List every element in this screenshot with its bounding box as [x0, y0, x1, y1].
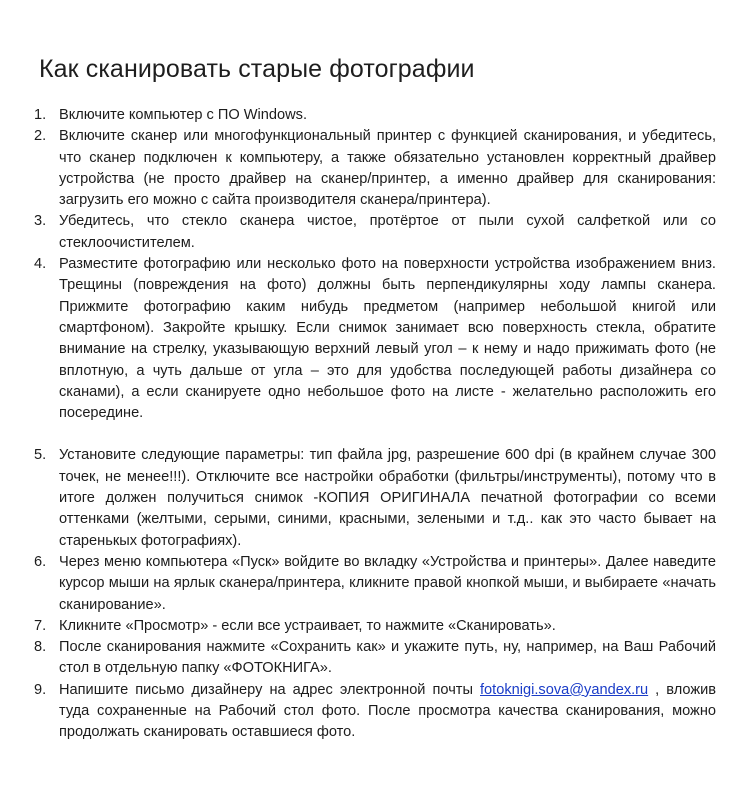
list-item-step-9: [0, 680, 754, 744]
step-number: 2.: [34, 128, 47, 145]
steps-list: [0, 105, 754, 744]
step-number: 3.: [34, 213, 47, 230]
step-number: 6.: [34, 553, 47, 570]
list-item-step-8: [0, 637, 754, 680]
step-text-after-email: , вложив туда сохраненные на Рабочий стол фото. После просмотра качества сканирования, можно продолжать сканировать оставшиеся фото.: [59, 681, 716, 741]
step-text: Через меню компьютера «Пуск» войдите во вкладку «Устройства и принтеры». Далее наведите курсор мыши на ярлык сканера/принтера, кликните правой кнопкой мыши, и выбираете «начать сканирование».: [59, 553, 716, 613]
step-number: 1.: [34, 107, 47, 123]
list-item-step-5: [0, 445, 754, 551]
step-text: Кликните «Просмотр» - если все устраивает, то нажмите «Сканировать».: [59, 617, 556, 634]
step-number: 4.: [34, 256, 47, 273]
list-item-step-6: [0, 552, 754, 616]
step-number: 9.: [34, 681, 47, 698]
list-item-step-4: [0, 254, 754, 424]
step-text: Включите компьютер с ПО Windows.: [59, 107, 308, 123]
step-text: Убедитесь, что стекло сканера чистое, протёртое от пыли сухой салфеткой или со стеклоочистителем.: [59, 213, 716, 251]
list-item-step-3: [0, 211, 754, 254]
step-text: Разместите фотографию или несколько фото на поверхности устройства изображением вниз. Трещины (повреждения на фото) должны быть перпендикулярны ходу лампы сканера. Прижмите фотографию каким нибудь предметом (например небольшой книгой или смартфоном). Закройте крышку. Если снимок занимает всю поверхность стекла, обратите внимание на стрелку, указывающую верхний левый угол – к нему и надо прижимать фото (не вплотную, а чуть дальше от угла – это для удобства последующей работы дизайнера со сканами), а если сканируете одно небольшое фото на листе - желательно расположить его посередине.: [59, 256, 716, 422]
step-text: После сканирования нажмите «Сохранить как» и укажите путь, ну, например, на Ваш Рабочий стол в отдельную папку «ФОТОКНИГА».: [59, 639, 716, 677]
step-text-before-email: Напишите письмо дизайнеру на адрес электронной почты: [59, 681, 480, 698]
step-number: 5.: [34, 447, 47, 464]
email-link[interactable]: fotoknigi.sova@yandex.ru: [480, 681, 649, 698]
step-text: Включите сканер или многофункциональный принтер с функцией сканирования, и убедитесь, что сканер подключен к компьютеру, а также обязательно установлен корректный драйвер устройства (не просто драйвер на сканер/принтер, а именно драйвер для сканирования: загрузить его можно с сайта производителя сканера/принтера).: [59, 128, 716, 209]
list-item-step-1: [0, 105, 754, 126]
step-text: Установите следующие параметры: тип файла jpg, разрешение 600 dpi (в крайнем случае 300 точек, не менее!!!). Отключите все настройки обработки (фильтры/инструменты), потому что в итоге должен получиться снимок -КОПИЯ ОРИГИНАЛА печатной фотографии со всеми оттенками (желтыми, серыми, синими, красными, зелеными и т.д.. как это часто бывает на старенькых фотографиях).: [59, 447, 716, 549]
list-item-step-7: [0, 616, 754, 637]
list-item-step-2: [0, 126, 754, 211]
step-number: 8.: [34, 639, 47, 656]
document-title: Как сканировать старые фотографии: [39, 55, 475, 83]
step-number: 7.: [34, 617, 47, 634]
